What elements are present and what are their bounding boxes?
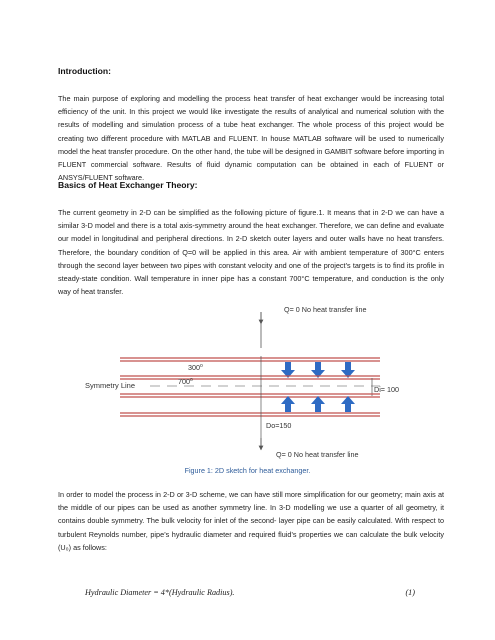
text-line: The main purpose of exploring and modelling the process heat transfer of heat exchanger would be	[58, 94, 392, 103]
symmetry-line-label: Symmetry Line	[85, 381, 136, 390]
text-line: geometry; main axis at the middle of our pipes can be used as another symmetry line. In 3-D modelling	[58, 490, 445, 513]
text-line: two pipes with constant velocity and one of the project’s targets is to find its profile in steady-state	[58, 260, 445, 284]
text-line: increasing total efficiency of the unit. In this project we would like investigate the results of analytical	[58, 94, 445, 117]
text-line: layer pipe can be easily calculated. With respect to turbulent Reynolds number, pipe’s hydraulic	[58, 516, 445, 539]
introduction-paragraph	[58, 92, 444, 184]
up-arrow-icon	[341, 396, 355, 412]
up-arrow-icon	[281, 396, 295, 412]
basics-heading: Basics of Heat Exchanger Theory:	[58, 180, 198, 190]
top-no-heat-label: Q= 0 No heat transfer line	[284, 305, 367, 314]
temp-700-label: 700$^o$	[178, 377, 193, 386]
text-line: diameter and required fluid’s properties we can calculate the bulk velocity (U₀) as follows:	[58, 529, 444, 552]
equation-1	[85, 588, 415, 597]
heat-exchanger-sketch	[80, 300, 420, 460]
text-line: In order to model the process in 2-D or 3-D scheme, we can have still more simplification for our	[58, 490, 369, 499]
do-label: Do=150	[266, 421, 292, 430]
equation-text: Hydraulic Diameter = 4*(Hydraulic Radius).	[85, 588, 235, 597]
di-label: Di= 100	[374, 385, 399, 394]
up-arrow-icon	[311, 396, 325, 412]
text-line: we can have a similar 3-D model and there is a total axis-symmetry around the heat exchanger.	[58, 208, 444, 231]
text-line: In house MATLAB software will be used to numerically model the heat transfer procedure. On the other	[58, 133, 444, 156]
bottom-no-heat-label: Q= 0 No heat transfer line	[276, 450, 359, 459]
text-line: we use a quarter of all geometry, it contains double symmetry. The bulk velocity for inlet of the second-	[58, 503, 445, 526]
model-paragraph	[58, 488, 444, 554]
equation-number: (1)	[405, 588, 415, 597]
text-line: The whole process of this project would be creating two different procedure with MATLAB and FLUENT.	[58, 120, 444, 143]
text-line: way of heat transfer.	[58, 287, 124, 297]
temp-300-label: 300$^o$	[188, 363, 203, 372]
text-line: condition. Wall temperature in inner pipe has a constant 700°C temperature, and conduction is the only	[100, 274, 444, 284]
introduction-heading: Introduction:	[58, 66, 111, 76]
text-line: Therefore, we can define and evaluate our model in longitudinal and peripheral directions. In 2-D sketch	[58, 221, 445, 244]
text-line: Results of fluid dynamic computation can be obtained in each of FLUENT or ANSYS/FLUENT software.	[58, 160, 444, 183]
bottom-heat-arrows	[281, 396, 355, 412]
text-line: hand, the tube will be designed in GAMBIT software before importing in FLUENT commercial software.	[58, 146, 444, 170]
text-line: applied in this area. Air with ambient temperature of 300°C enters through the second layer between	[58, 247, 444, 270]
text-line: outer layers and outer walls have no heat transfers. Therefore, the boundary condition of Q=0 will be	[58, 234, 445, 257]
figure-caption: Figure 1: 2D sketch for heat exchanger.	[184, 466, 311, 475]
text-line: The current geometry in 2-D can be simplified as the following picture of figure.1. It means that in 2-D	[58, 208, 393, 217]
text-line: and numerical solution with the results of modelling and simulation process of a tube heat exchanger.	[58, 107, 445, 130]
basics-paragraph	[58, 206, 444, 298]
